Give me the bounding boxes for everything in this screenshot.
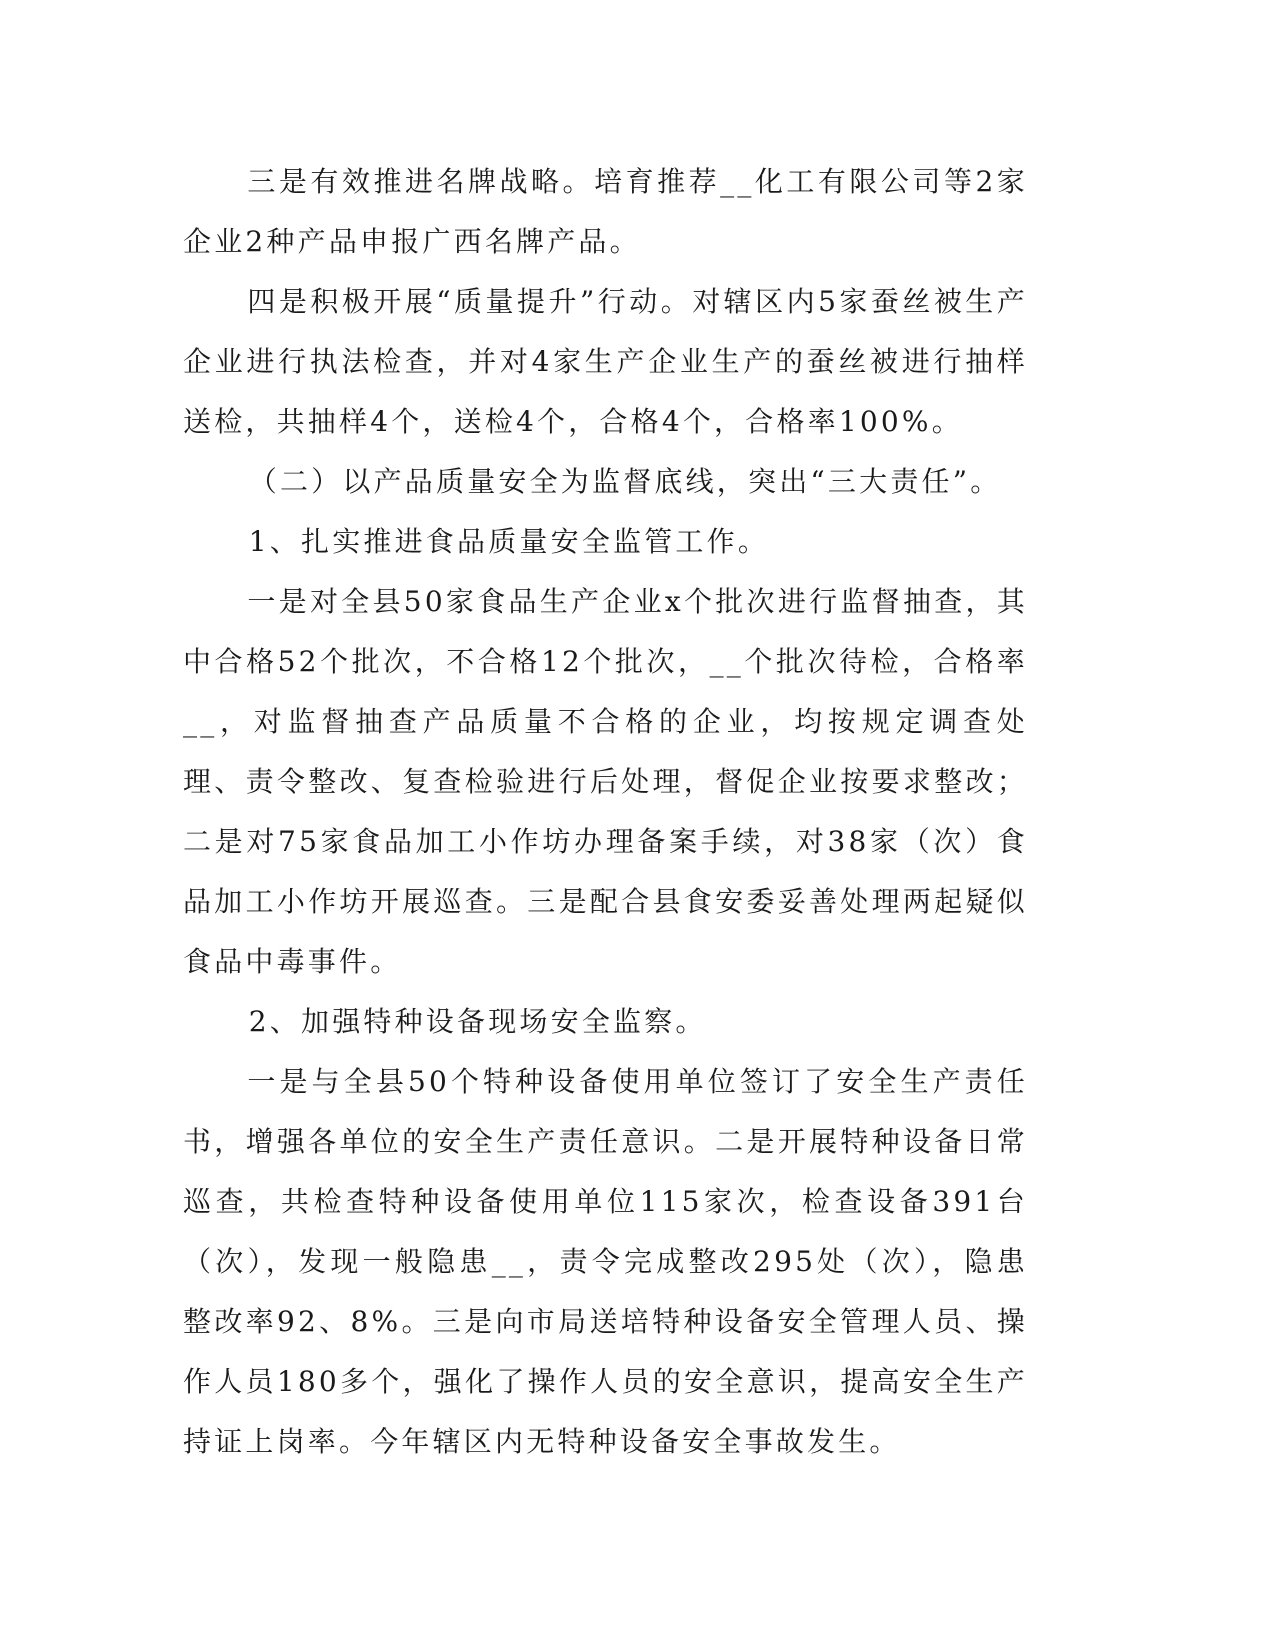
paragraph-quality-improvement: 四是积极开展“质量提升”行动。对辖区内5家蚕丝被生产企业进行执法检查，并对4家生产企业生产的蚕丝被进行抽样送检，共抽样4个，送检4个，合格4个，合格率100%。 [183,285,1028,438]
paragraph-food-safety: 一是对全县50家食品生产企业x个批次进行监督抽查，其中合格52个批次，不合格12个批次，__个批次待检，合格率__，对监督抽查产品质量不合格的企业，均按规定调查处理、责令整改、复查检验进行后处理，督促企业按要求整改；二是对75家食品加工小作坊办理备案手续，对38家（次）食品加工小作坊开展巡查。三是配合县食安委妥善处理两起疑似食品中毒事件。 [183,585,1028,978]
paragraph-brand-strategy: 三是有效推进名牌战略。培育推荐__化工有限公司等2家企业2种产品申报广西名牌产品。 [183,165,1028,258]
section-heading-safety-baseline: （二）以产品质量安全为监督底线，突出“三大责任”。 [248,465,1002,498]
subheading-special-equipment: 2、加强特种设备现场安全监察。 [248,1005,707,1038]
subheading-food-safety: 1、扎实推进食品质量安全监管工作。 [248,525,770,558]
document-body [183,152,1028,1472]
paragraph-special-equipment: 一是与全县50个特种设备使用单位签订了安全生产责任书，增强各单位的安全生产责任意识。二是开展特种设备日常巡查，共检查特种设备使用单位115家次，检查设备391台（次），发现一般隐患__，责令完成整改295处（次），隐患整改率92、8%。三是向市局送培特种设备安全管理人员、操作人员180多个，强化了操作人员的安全意识，提高安全生产持证上岗率。今年辖区内无特种设备安全事故发生。 [183,1065,1028,1458]
